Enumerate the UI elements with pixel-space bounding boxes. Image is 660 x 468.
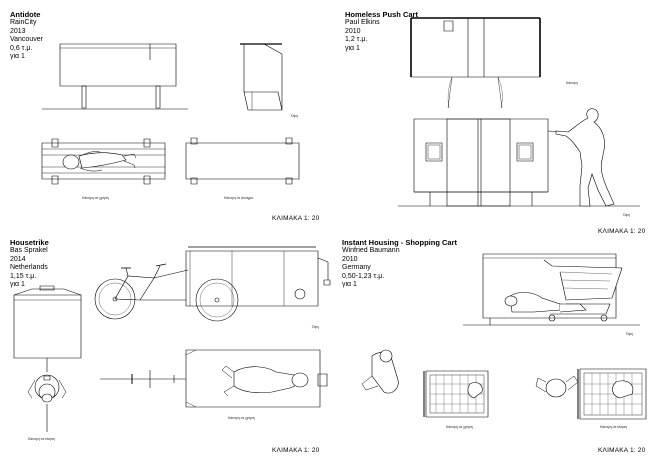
cart-elevation (463, 254, 640, 325)
pushcart-details (345, 19, 380, 53)
antidote-plan-open-label: Κάτοψη σε άνοιγμα (224, 196, 254, 200)
antidote-occupancy: για 1 (10, 53, 25, 61)
cart-location: Germany (342, 264, 371, 272)
housetrike-scale: ΚΛΙΜΑΚΑ 1: 20 (272, 447, 320, 454)
antidote-side-view (240, 44, 282, 110)
housetrike-plan-in-use (100, 350, 327, 407)
housetrike-plan-moving-label: Κάτοψη σε κίνηση (28, 437, 56, 441)
antidote-elevation (42, 44, 188, 109)
antidote-plan-open (186, 138, 299, 184)
housetrike-plan-moving (14, 286, 81, 432)
housetrike-details (10, 247, 48, 290)
cart-area: 0,50-1,23 τ.μ. (342, 272, 385, 280)
pushcart-designer: Paul Elkins (345, 19, 380, 26)
cart-scale: ΚΛΙΜΑΚΑ 1: 20 (598, 447, 646, 454)
housetrike-title: Housetrike (10, 238, 49, 247)
pushcart-person-figure (556, 109, 614, 206)
cart-title: Instant Housing - Shopping Cart (342, 238, 457, 247)
pushcart-elevation-label: Όψη (623, 213, 630, 217)
pushcart-area: 1,2 τ.μ. (345, 36, 368, 44)
cart-elevation-label: Όψη (626, 332, 633, 336)
antidote-scale: ΚΛΙΜΑΚΑ 1: 20 (272, 215, 320, 222)
pushcart-scale: ΚΛΙΜΑΚΑ 1: 20 (598, 228, 646, 235)
antidote-designer: RainCity (10, 19, 37, 26)
cart-designer: Winfried Baumann (342, 247, 400, 254)
cart-year: 2010 (342, 255, 358, 263)
housetrike-plan-use-label: Κάτοψη σε χρήση (228, 416, 255, 420)
cart-plan-use-label: Κάτοψη σε χρήση (446, 425, 473, 429)
pushcart-occupancy: για 1 (345, 44, 360, 52)
antidote-area: 0,6 τ.μ. (10, 44, 33, 52)
antidote-year: 2013 (10, 27, 26, 35)
housetrike-elevation (95, 247, 330, 321)
antidote-elevation-label: Όψη (291, 114, 298, 118)
cart-plan-in-use (362, 350, 488, 417)
housetrike-elevation-label: Όψη (312, 325, 319, 329)
housetrike-designer: Bas Sprakel (10, 247, 48, 254)
pushcart-plan-label: Κάτοψη (566, 81, 578, 85)
cart-details (342, 247, 400, 290)
antidote-plan-in-use (42, 139, 165, 184)
antidote-location: Vancouver (10, 36, 43, 44)
pushcart-title: Homeless Push Cart (345, 10, 418, 19)
antidote-plan-use-label: Κάτοψη σε χρήση (82, 196, 109, 200)
cart-plan-moving-label: Κάτοψη σε κίνηση (600, 425, 628, 429)
housetrike-occupancy: για 1 (10, 281, 25, 289)
housetrike-year: 2014 (10, 255, 26, 263)
housetrike-location: Netherlands (10, 264, 48, 272)
antidote-title: Antidote (10, 10, 41, 19)
cart-occupancy: για 1 (342, 281, 357, 289)
pushcart-year: 2010 (345, 27, 361, 35)
cart-plan-moving (536, 369, 646, 419)
antidote-details (10, 19, 43, 62)
housetrike-area: 1,15 τ.μ. (10, 272, 37, 280)
pushcart-plan (411, 18, 540, 108)
